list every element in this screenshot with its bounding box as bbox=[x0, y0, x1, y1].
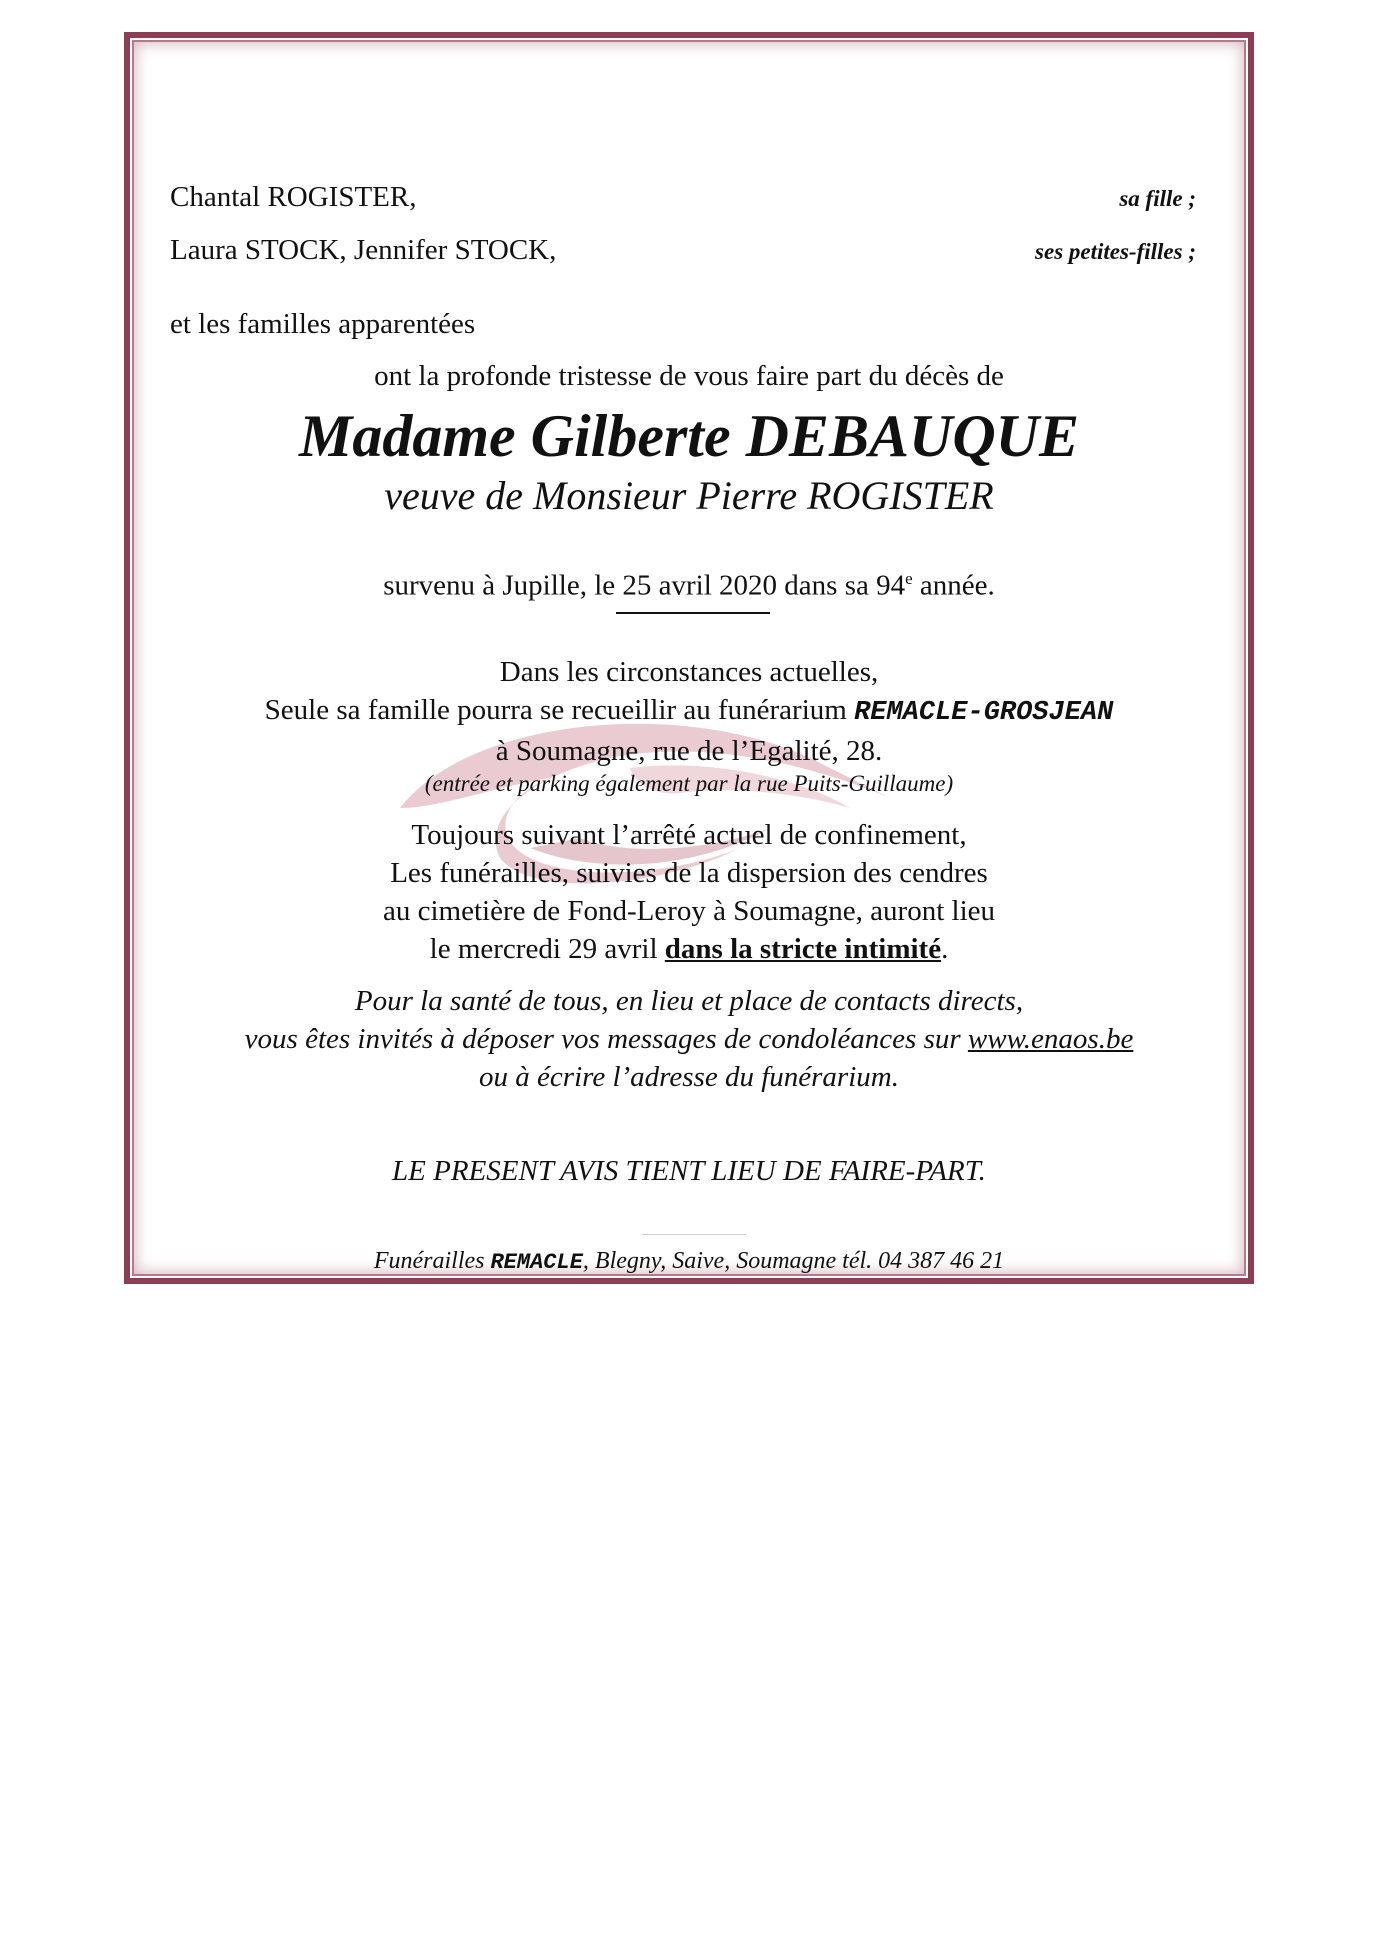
deceased-spouse: veuve de Monsieur Pierre ROGISTER bbox=[384, 473, 994, 518]
death-details bbox=[130, 560, 1248, 605]
funeral-line-1: Toujours suivant l’arrêté actuel de confinement, bbox=[411, 819, 967, 851]
footer-divider bbox=[642, 1234, 746, 1235]
footer-brand: REMACLE bbox=[490, 1250, 583, 1275]
funeral-line-3: au cimetière de Fond-Leroy à Soumagne, auront lieu bbox=[382, 895, 996, 927]
funerarium-line-2-text: Seule sa famille pourra se recueillir au funérarium bbox=[264, 694, 855, 726]
website-link[interactable]: www.enaos.be bbox=[967, 1023, 1134, 1055]
family-row-granddaughters bbox=[170, 234, 1196, 267]
funeral-period: . bbox=[941, 933, 949, 965]
funerarium-note: (entrée et parking également par la rue Puits-Guillaume) bbox=[424, 771, 954, 796]
condolences-line-2 bbox=[130, 1020, 1248, 1058]
family-relation: sa fille ; bbox=[1119, 186, 1196, 211]
deceased-name: Madame Gilberte DEBAUQUE bbox=[299, 403, 1079, 469]
family-names: Chantal ROGISTER, bbox=[170, 181, 417, 213]
announcement: ont la profonde tristesse de vous faire part du décès de bbox=[374, 360, 1004, 392]
footer bbox=[130, 1248, 1248, 1275]
notice-frame bbox=[124, 32, 1254, 1284]
footer-prefix: Funérailles bbox=[373, 1248, 491, 1274]
funeral-date: le mercredi 29 avril bbox=[429, 933, 665, 965]
funerarium-line-1: Dans les circonstances actuelles, bbox=[499, 656, 879, 688]
death-ordinal: e bbox=[905, 569, 913, 588]
condolences-text: vous êtes invités à déposer vos messages de condoléances sur bbox=[244, 1023, 968, 1055]
footer-contact: , Blegny, Saive, Soumagne tél. 04 387 46 21 bbox=[582, 1248, 1005, 1274]
funerarium-name: REMACLE-GROSJEAN bbox=[854, 698, 1114, 728]
funerarium-section bbox=[130, 653, 1248, 798]
funeral-section bbox=[130, 816, 1248, 968]
funerarium-address: à Soumagne, rue de l’Egalité, 28. bbox=[495, 735, 883, 767]
death-text: survenu à Jupille, le 25 avril 2020 dans sa 94 bbox=[383, 569, 906, 602]
condolences-line-3: ou à écrire l’adresse du funérarium. bbox=[479, 1061, 899, 1093]
notice-statement: LE PRESENT AVIS TIENT LIEU DE FAIRE-PART. bbox=[392, 1155, 986, 1187]
funeral-line-2: Les funérailles, suivies de la dispersion des cendres bbox=[390, 857, 988, 889]
funerarium-line-2 bbox=[130, 691, 1248, 732]
condolences-section bbox=[130, 982, 1248, 1096]
family-names: Laura STOCK, Jennifer STOCK, bbox=[170, 234, 557, 266]
funeral-line-4 bbox=[130, 930, 1248, 968]
death-suffix: année. bbox=[912, 569, 995, 602]
section-divider bbox=[616, 612, 770, 614]
condolences-line-1: Pour la santé de tous, en lieu et place de contacts directs, bbox=[354, 985, 1024, 1017]
family-row-daughter bbox=[170, 181, 1196, 214]
funeral-privacy: dans la stricte intimité bbox=[664, 933, 942, 965]
relatives-line: et les familles apparentées bbox=[170, 308, 476, 340]
family-relation: ses petites-filles ; bbox=[1035, 239, 1196, 264]
